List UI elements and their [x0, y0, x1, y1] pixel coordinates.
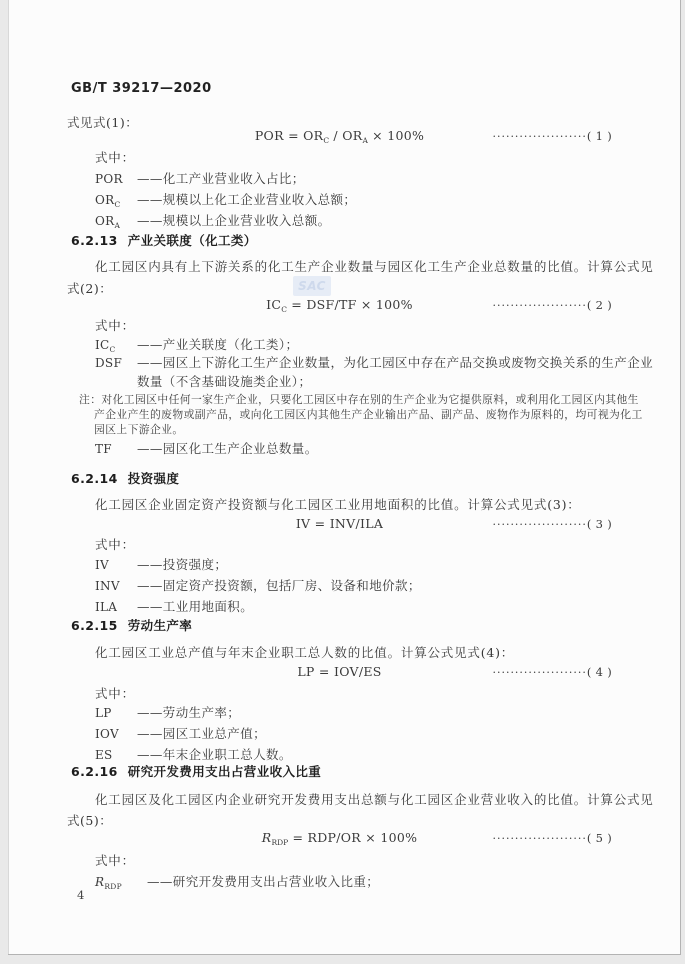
symbol-description: ——化工产业营业收入占比； — [137, 171, 305, 186]
symbol-definition — [95, 557, 227, 577]
where-label: 式中： — [95, 853, 135, 868]
section-paragraph: 化工园区内具有上下游关系的化工生产企业数量与园区化工生产企业总数量的比值。计算公式见 — [95, 259, 654, 274]
section-heading-6-2-13 — [71, 233, 257, 248]
symbol-description-wrap-line: 数量（不含基础设施类企业）； — [137, 374, 312, 389]
formula-3 — [67, 516, 612, 531]
formula-4-expression: LP = IOV/ES — [297, 664, 382, 679]
symbol: ILA — [95, 600, 118, 614]
where-label: 式中： — [95, 150, 135, 165]
page-number: 4 — [77, 888, 85, 902]
symbol-definition — [95, 599, 253, 619]
dot-leader: ····················· — [492, 299, 587, 312]
formula-5-expression: $R_{RDP} = RDP/OR \times 100\%$ — [261, 830, 418, 847]
section-paragraph: 化工园区工业总产值与年末企业职工总人数的比值。计算公式见式(4)： — [95, 645, 515, 660]
symbol-description: ——固定资产投资额，包括厂房、设备和地价款； — [137, 578, 421, 593]
symbol-definition — [95, 171, 305, 191]
section-number: 6.2.14 — [71, 471, 118, 486]
symbol: POR — [95, 172, 123, 186]
note-line-1: 注：对化工园区中任何一家生产企业，只要化工园区中存在别的生产企业为它提供原料，或利用化工园区内其他生 — [79, 393, 639, 406]
sac-watermark: SAC — [293, 276, 331, 296]
symbol-description: ——园区上下游化工生产企业数量，为化工园区中存在产品交换或废物交换关系的生产企业 — [137, 355, 654, 370]
note-label: 注： — [79, 393, 102, 406]
symbol: ES — [95, 748, 113, 762]
symbol-description: ——研究开发费用支出占营业收入比重； — [147, 874, 380, 889]
note-line-3: 园区上下游企业。 — [94, 423, 184, 436]
symbol: LP — [95, 706, 112, 720]
symbol-description: ——投资强度； — [137, 557, 228, 572]
symbol-description: ——规模以上企业营业收入总额。 — [137, 213, 331, 228]
section-title: 产业关联度（化工类） — [127, 233, 257, 248]
symbol: $OR_C$ — [95, 193, 121, 209]
section-paragraph-continuation: 式(2)： — [67, 281, 113, 296]
symbol-description: ——园区化工生产企业总数量。 — [137, 441, 318, 456]
section-heading-6-2-14 — [71, 471, 179, 486]
symbol-definition — [95, 874, 379, 894]
dot-leader: ····················· — [492, 666, 587, 679]
section-heading-6-2-15 — [71, 618, 192, 633]
note-line-2: 产企业产生的废物或副产品，或向化工园区内其他生产企业输出产品、副产品、废物作为原料的，均可视为化工 — [94, 408, 643, 421]
symbol-definition — [95, 578, 421, 598]
section-number: 6.2.15 — [71, 618, 118, 633]
symbol-description: ——园区工业总产值； — [137, 726, 267, 741]
section-title: 研究开发费用支出占营业收入比重 — [127, 764, 322, 779]
symbol-definition — [95, 705, 240, 725]
symbol-definition — [95, 726, 266, 746]
section-heading-6-2-16 — [71, 764, 321, 779]
section-number: 6.2.16 — [71, 764, 118, 779]
formula-2-number: ·····················( 2 ) — [492, 298, 612, 312]
symbol-definition — [95, 355, 653, 375]
symbol: IOV — [95, 727, 119, 741]
formula-1-number: ·····················( 1 ) — [492, 129, 612, 143]
formula-4 — [67, 664, 612, 679]
symbol: $IC_C$ — [95, 338, 116, 354]
formula-2 — [67, 297, 612, 314]
symbol-definition — [95, 192, 356, 212]
formula-3-expression: IV = INV/ILA — [295, 516, 384, 531]
formula-4-number: ·····················( 4 ) — [492, 665, 612, 679]
symbol-description: ——年末企业职工总人数。 — [137, 747, 292, 762]
symbol: $R_{RDP}$ — [95, 875, 122, 891]
symbol-definition — [95, 441, 318, 461]
formula-5-number: ·····················( 5 ) — [492, 831, 612, 845]
document-page — [8, 0, 681, 955]
symbol-definition — [95, 213, 331, 233]
symbol: DSF — [95, 356, 123, 370]
symbol-definition — [95, 337, 298, 357]
formula-3-number: ·····················( 3 ) — [492, 517, 612, 531]
formula-1 — [67, 128, 612, 145]
section-title: 劳动生产率 — [127, 618, 193, 633]
symbol-description: ——工业用地面积。 — [137, 599, 254, 614]
document-number-header: GB/T 39217—2020 — [71, 81, 212, 96]
dot-leader: ····················· — [492, 130, 587, 143]
symbol: IV — [95, 558, 110, 572]
symbol: TF — [95, 442, 112, 456]
symbol-description: ——规模以上化工企业营业收入总额； — [137, 192, 357, 207]
section-paragraph: 化工园区企业固定资产投资额与化工园区工业用地面积的比值。计算公式见式(3)： — [95, 497, 581, 512]
where-label: 式中： — [95, 686, 135, 701]
section-title: 投资强度 — [127, 471, 180, 486]
dot-leader: ····················· — [492, 832, 587, 845]
intro-lead-line: 式见式(1)： — [67, 115, 139, 130]
where-label: 式中： — [95, 537, 135, 552]
section-number: 6.2.13 — [71, 233, 118, 248]
section-paragraph: 化工园区及化工园区内企业研究开发费用支出总额与化工园区企业营业收入的比值。计算公式见 — [95, 792, 654, 807]
formula-5 — [67, 830, 612, 847]
formula-2-expression: $IC_C = DSF/TF \times 100\%$ — [266, 297, 413, 314]
dot-leader: ····················· — [492, 518, 587, 531]
where-label: 式中： — [95, 318, 135, 333]
formula-1-expression: POR = $OR_C / OR_A \times 100\%$ — [254, 128, 425, 145]
symbol: INV — [95, 579, 120, 593]
symbol-description: ——产业关联度（化工类）； — [137, 337, 299, 352]
symbol-description: ——劳动生产率； — [137, 705, 241, 720]
section-paragraph-continuation: 式(5)： — [67, 813, 113, 828]
symbol: $OR_A$ — [95, 214, 121, 230]
